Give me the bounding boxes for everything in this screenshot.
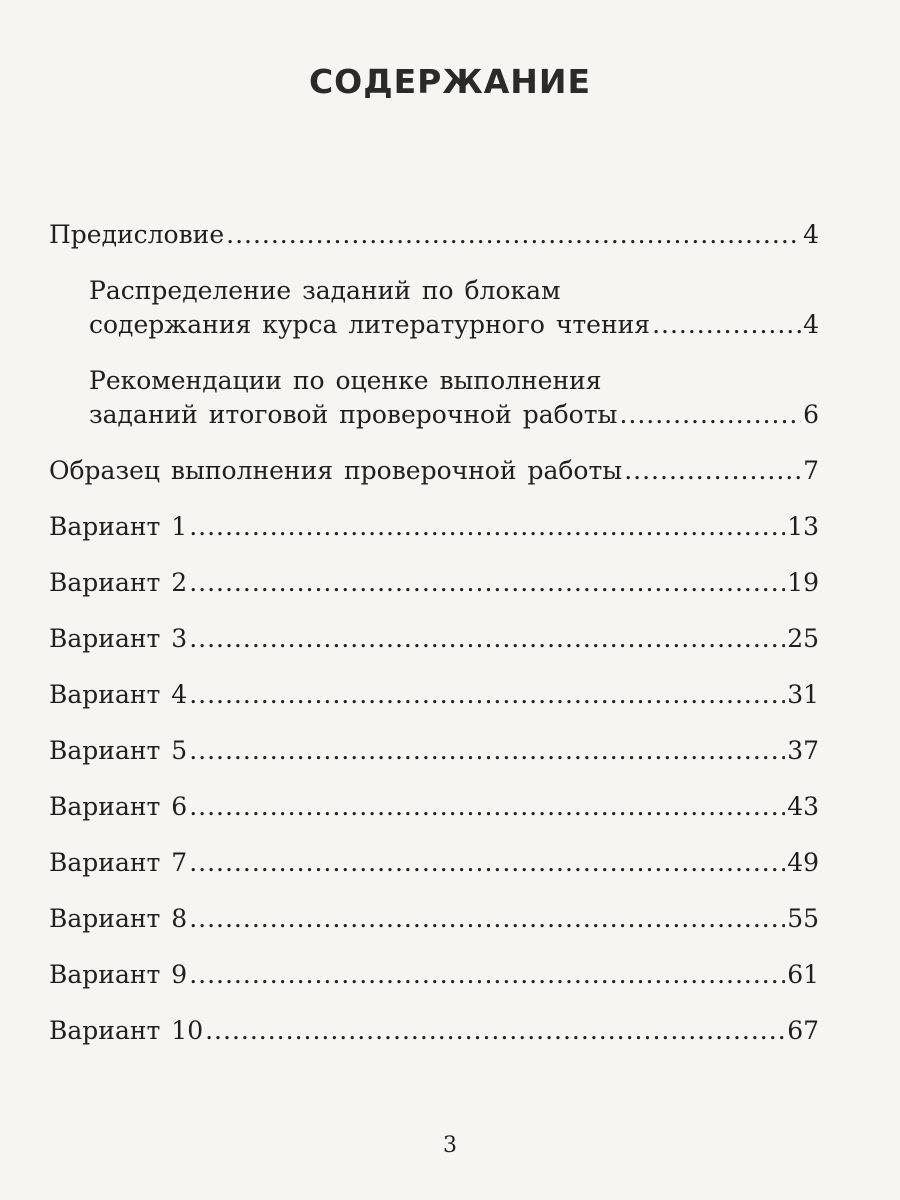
toc-entry-variant-1[interactable] (49, 510, 819, 544)
toc-entry-variant-6[interactable] (49, 790, 819, 824)
toc-entry-line2 (89, 308, 819, 342)
toc-entry-page: 31 (787, 680, 819, 709)
toc-leader-dots (189, 510, 785, 544)
toc-leader-dots (652, 308, 801, 342)
toc-entry-page: 4 (803, 220, 819, 249)
toc-entry-label: Вариант 3 (49, 624, 188, 653)
toc-entry-page: 49 (787, 848, 819, 877)
toc-entry-line2 (89, 398, 819, 432)
toc-entry-label: Вариант 10 (49, 1016, 204, 1045)
toc-entry-page: 55 (787, 904, 819, 933)
toc-entry-label-line2: содержания курса литературного чтения (89, 310, 651, 339)
toc-entry-label: Вариант 1 (49, 512, 188, 541)
toc-leader-dots (189, 958, 785, 992)
toc-leader-dots (189, 790, 785, 824)
toc-leader-dots (619, 398, 801, 432)
toc-entry-sample[interactable] (49, 454, 819, 488)
toc-entry-variant-2[interactable] (49, 566, 819, 600)
toc-leader-dots (624, 454, 801, 488)
toc-entry-label-line1: Распределение заданий по блокам (89, 276, 561, 305)
toc-leader-dots (226, 218, 801, 252)
toc-entry-preface[interactable] (49, 218, 819, 252)
toc-entry-page: 13 (787, 512, 819, 541)
toc-entry-page: 19 (787, 568, 819, 597)
toc-entry-page: 67 (787, 1016, 819, 1045)
toc-entry-label-line1: Рекомендации по оценке выполнения (89, 366, 602, 395)
page-title: СОДЕРЖАНИЕ (308, 62, 592, 101)
toc-entry-variant-9[interactable] (49, 958, 819, 992)
toc-entry-label-line2: заданий итоговой проверочной работы (89, 400, 618, 429)
toc-entry-page: 37 (787, 736, 819, 765)
toc-entry-variant-8[interactable] (49, 902, 819, 936)
toc-entry-label: Предисловие (49, 220, 225, 249)
toc-entry-page: 4 (803, 310, 819, 339)
toc-entry-variant-4[interactable] (49, 678, 819, 712)
toc-entry-label: Вариант 7 (49, 848, 188, 877)
toc-leader-dots (189, 734, 785, 768)
toc-entry-label: Вариант 8 (49, 904, 188, 933)
toc-entry-distribution[interactable] (49, 274, 819, 342)
toc-leader-dots (189, 678, 785, 712)
table-of-contents (49, 218, 819, 1070)
toc-entry-page: 6 (803, 400, 819, 429)
toc-entry-page: 61 (787, 960, 819, 989)
toc-leader-dots (189, 846, 785, 880)
toc-entry-variant-7[interactable] (49, 846, 819, 880)
toc-entry-label: Вариант 5 (49, 736, 188, 765)
toc-entry-label: Вариант 2 (49, 568, 188, 597)
toc-entry-label: Вариант 6 (49, 792, 188, 821)
toc-entry-label: Вариант 4 (49, 680, 188, 709)
toc-entry-label: Образец выполнения проверочной работы (49, 456, 623, 485)
toc-entry-page: 43 (787, 792, 819, 821)
toc-entry-label: Вариант 9 (49, 960, 188, 989)
toc-leader-dots (189, 622, 785, 656)
toc-entry-variant-3[interactable] (49, 622, 819, 656)
toc-entry-page: 7 (803, 456, 819, 485)
toc-leader-dots (205, 1014, 785, 1048)
toc-entry-variant-10[interactable] (49, 1014, 819, 1048)
toc-entry-variant-5[interactable] (49, 734, 819, 768)
toc-leader-dots (189, 902, 785, 936)
toc-entry-recommendations[interactable] (49, 364, 819, 432)
toc-entry-page: 25 (787, 624, 819, 653)
page-number: 3 (443, 1133, 457, 1158)
toc-leader-dots (189, 566, 785, 600)
